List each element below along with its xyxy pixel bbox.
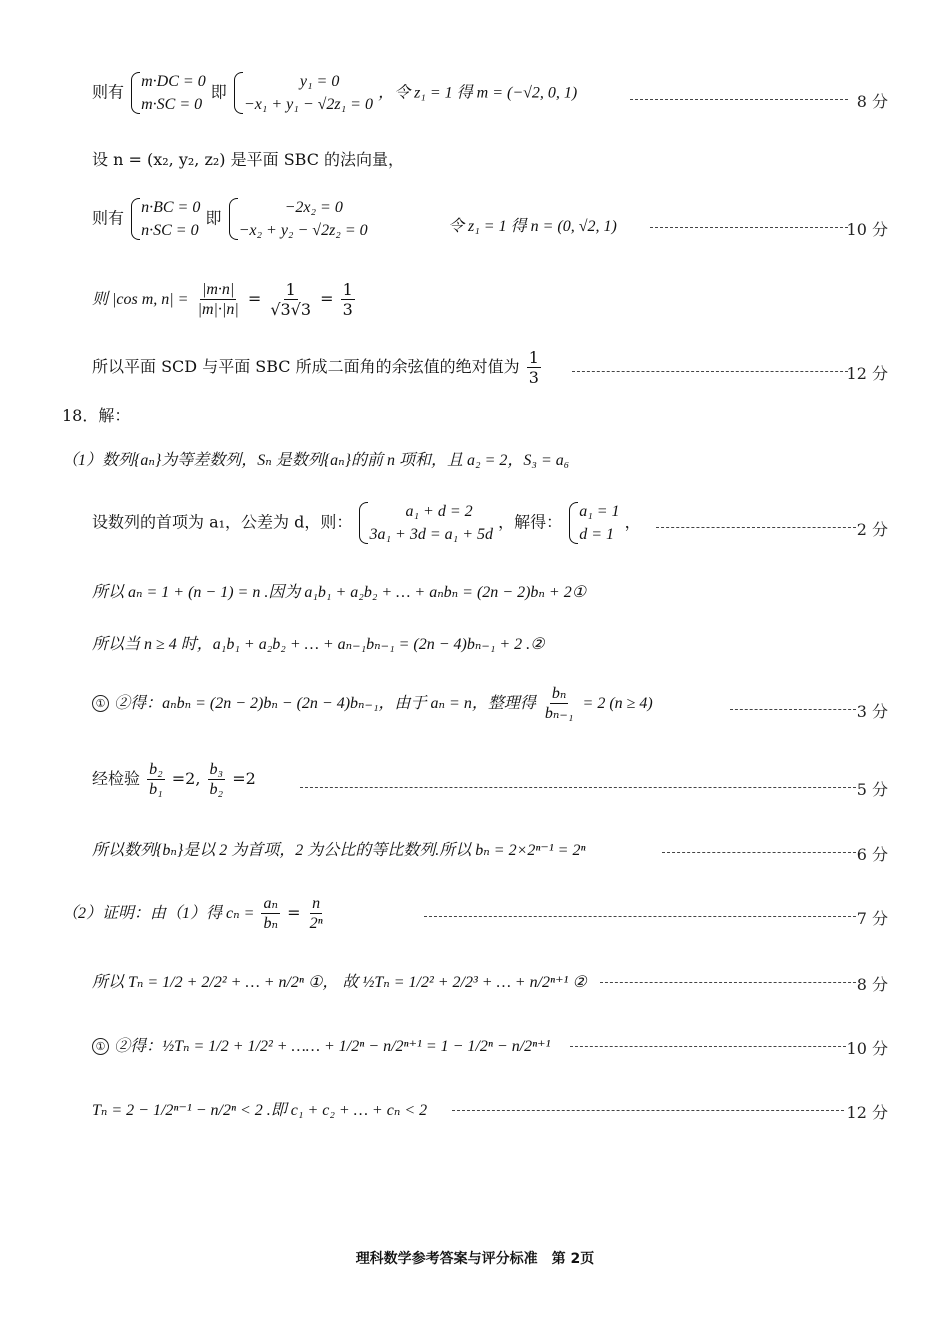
text-connector: 即 — [210, 82, 227, 102]
text-connector: = — [287, 903, 301, 923]
line-3-tail — [448, 216, 617, 236]
fraction-numerator: n — [310, 894, 322, 914]
score-leader — [730, 709, 856, 710]
para-4 — [92, 634, 545, 654]
fraction-denominator: √3√3 — [270, 300, 312, 320]
score-leader — [300, 787, 856, 788]
text: （1）数列{aₙ}为等差数列，Sₙ 是数列{aₙ}的前 n 项和，且 a₂ = 2，S₃ = a₆ — [62, 452, 570, 469]
fraction-numerator: bₙ — [550, 684, 568, 704]
para-10 — [92, 1036, 550, 1056]
line-1 — [92, 70, 577, 116]
text: 设 n = (x₂, y₂, z₂) 是平面 SBC 的法向量， — [92, 150, 405, 169]
circled-number: ① — [92, 695, 109, 712]
fraction-numerator: 1 — [285, 280, 296, 299]
text: 所以数列{bₙ}是以 2 为首项，2 为公比的等比数列.所以 bₙ = 2×2ⁿ⁻¹ = 2ⁿ — [92, 842, 586, 859]
para-6 — [92, 760, 256, 799]
para-2 — [92, 500, 641, 546]
fraction — [308, 894, 325, 933]
equation-system — [567, 500, 619, 546]
score-label: 5 分 — [856, 780, 888, 799]
score-leader — [650, 227, 848, 228]
text-connector: ，解得： — [498, 512, 563, 532]
fraction-numerator: 1 — [342, 280, 353, 299]
equation: −x₂ + y₂ − √2z₂ = 0 — [238, 222, 368, 240]
score-label: 8 分 — [856, 975, 888, 994]
text-tail: 令 z₁ = 1 得 n = (0, √2, 1) — [448, 218, 617, 235]
equation: n·BC = 0 — [141, 199, 201, 216]
line-4: 则 |cos m, n| = $\frac{|m\cdot n|}{|m|\cdot|n|}$ = $\frac{1}{√3√3}$ = $\frac{1}{3}$ — [92, 280, 353, 320]
fraction-denominator: 2ⁿ — [309, 915, 323, 933]
text: ②得：aₙbₙ = (2n − 2)bₙ − (2n − 4)bₙ₋₁，由于 aₙ = n，整理得 — [114, 695, 536, 713]
page-footer: 理科数学参考答案与评分标准 第 2页 — [355, 1251, 595, 1267]
score-label: 8 分 — [856, 92, 888, 111]
fraction — [261, 894, 279, 933]
text-prefix: 设数列的首项为 a₁，公差为 d，则： — [92, 512, 353, 532]
equation: −2x₂ = 0 — [284, 199, 343, 216]
equation-system — [129, 196, 200, 242]
score-leader — [452, 1110, 844, 1111]
text: 所以 aₙ = 1 + (n − 1) = n .因为 a₁b₁ + a₂b₂ + … + aₙbₙ = (2n − 2)bₙ + 2① — [92, 584, 587, 601]
score-label: 6 分 — [856, 845, 888, 864]
fraction-denominator: b₂ — [209, 781, 224, 799]
score-label: 2 分 — [856, 520, 888, 539]
text-prefix: 经检验 — [92, 769, 141, 789]
equation: 3a₁ + 3d = a₁ + 5d — [369, 526, 493, 544]
score-leader — [572, 371, 848, 372]
text-tail: ，令 z₁ = 1 得 m = (−√2, 0, 1) — [378, 84, 578, 102]
line-5 — [92, 348, 543, 387]
text: 所以 Tₙ = 1/2 + 2/2² + … + n/2ⁿ ①， 故 ½Tₙ = 1/2² + 2/2³ + … + n/2ⁿ⁺¹ ② — [92, 974, 587, 991]
fraction-denominator: 3 — [342, 300, 353, 320]
text-prefix: （2）证明：由（1）得 cₙ = — [62, 905, 255, 923]
score-leader — [600, 982, 856, 983]
fraction-numerator: b₂ — [147, 760, 165, 780]
question-heading — [62, 406, 130, 425]
score-label: 3 分 — [856, 702, 888, 721]
text: ②得：½Tₙ = 1/2 + 1/2² + …… + 1/2ⁿ − n/2ⁿ⁺¹ = 1 − 1/2ⁿ − n/2ⁿ⁺¹ — [114, 1038, 551, 1055]
score-label: 12 分 — [846, 1103, 888, 1122]
para-11 — [92, 1100, 427, 1120]
fraction-numerator: |m·n| — [200, 280, 236, 300]
text-tail: ， — [624, 512, 641, 532]
text-connector: =2, — [171, 769, 201, 789]
fraction-numerator: aₙ — [261, 894, 279, 914]
equation: n·SC = 0 — [141, 222, 199, 240]
equation: y₁ = 0 — [299, 73, 340, 90]
fraction — [196, 280, 241, 319]
fraction-denominator: b₁ — [149, 781, 163, 799]
fraction — [208, 760, 226, 799]
para-8 — [62, 894, 327, 933]
equation: d = 1 — [579, 526, 614, 544]
text-prefix: 则 |cos m, n| = — [92, 291, 189, 309]
para-9 — [92, 972, 587, 992]
equation-system — [129, 70, 206, 116]
fraction — [147, 760, 165, 799]
line-2 — [92, 150, 404, 169]
text: 所以当 n ≥ 4 时，a₁b₁ + a₂b₂ + … + aₙ₋₁bₙ₋₁ = (2n − 4)bₙ₋₁ + 2 .② — [92, 636, 545, 653]
para-7 — [92, 840, 585, 860]
equation: m·DC = 0 — [141, 73, 206, 90]
equation: −x₁ + y₁ − √2z₁ = 0 — [243, 96, 373, 114]
equation-system — [227, 196, 368, 242]
fraction-numerator: b₃ — [208, 760, 226, 780]
line-3 — [92, 196, 368, 242]
text-prefix: 则有 — [92, 82, 125, 102]
score-leader — [662, 852, 856, 853]
text: Tₙ = 2 − 1/2ⁿ⁻¹ − n/2ⁿ < 2 .即 c₁ + c₂ + … + cₙ < 2 — [92, 1102, 428, 1119]
fraction-denominator: |m|·|n| — [197, 301, 239, 319]
score-leader — [656, 527, 856, 528]
score-label: 10 分 — [846, 1039, 888, 1058]
fraction — [543, 684, 576, 723]
equation: a₁ = 1 — [579, 503, 620, 520]
text-prefix: 则有 — [92, 208, 125, 228]
text-tail: = 2 (n ≥ 4) — [582, 695, 653, 713]
equation: m·SC = 0 — [141, 96, 203, 114]
para-5 — [92, 684, 653, 723]
score-leader — [424, 916, 856, 917]
fraction — [527, 348, 541, 387]
equation: a₁ + d = 2 — [405, 503, 473, 520]
fraction-denominator: bₙ — [263, 915, 278, 933]
score-leader — [630, 99, 848, 100]
fraction — [268, 280, 313, 319]
para-1 — [62, 450, 569, 470]
score-label: 10 分 — [846, 220, 888, 239]
fraction-denominator: bₙ₋₁ — [544, 705, 574, 723]
fraction-numerator: 1 — [528, 348, 539, 367]
fraction-denominator: 3 — [528, 368, 539, 388]
text: 18．解： — [62, 406, 131, 425]
score-leader — [570, 1046, 846, 1047]
text: 所以平面 SCD 与平面 SBC 所成二面角的余弦值的绝对值为 — [92, 357, 520, 377]
para-3 — [92, 582, 586, 602]
text-tail: =2 — [232, 769, 256, 789]
fraction — [341, 280, 355, 319]
circled-number: ① — [92, 1038, 109, 1055]
text-connector: 即 — [205, 208, 222, 228]
equation-system — [357, 500, 493, 546]
score-label: 7 分 — [856, 909, 888, 928]
equation-system — [232, 70, 373, 116]
score-label: 12 分 — [846, 364, 888, 383]
